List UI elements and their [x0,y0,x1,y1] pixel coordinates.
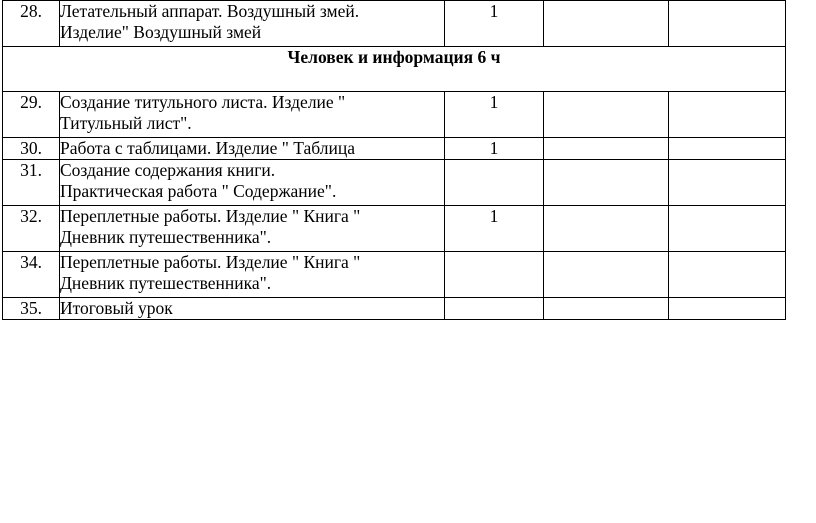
table-row [3,138,786,160]
date-cell [669,92,786,138]
date-cell [544,92,669,138]
date-cell [669,206,786,252]
table-row [3,1,786,47]
lesson-number: 31. [3,160,60,206]
date-cell [544,298,669,320]
lesson-topic: Создание титульного листа. Изделие " Титульный лист". [60,92,445,138]
lesson-number: 29. [3,92,60,138]
lesson-number: 32. [3,206,60,252]
date-cell [544,160,669,206]
lesson-number: 35. [3,298,60,320]
date-cell [544,1,669,47]
lesson-hours: 1 [445,138,544,160]
date-cell [669,138,786,160]
lesson-plan-table [2,0,786,320]
date-cell [544,252,669,298]
lesson-hours [445,160,544,206]
date-cell [544,206,669,252]
lesson-topic: Летательный аппарат. Воздушный змей. Изделие" Воздушный змей [60,1,445,47]
lesson-hours [445,252,544,298]
date-cell [669,160,786,206]
lesson-hours: 1 [445,1,544,47]
lesson-topic: Переплетные работы. Изделие " Книга " Дневник путешественника". [60,252,445,298]
lesson-topic: Итоговый урок [60,298,445,320]
table-row [3,206,786,252]
lesson-hours [445,298,544,320]
lesson-number: 34. [3,252,60,298]
table-row [3,92,786,138]
lesson-number: 30. [3,138,60,160]
lesson-topic: Создание содержания книги. Практическая работа " Содержание". [60,160,445,206]
lesson-hours: 1 [445,206,544,252]
table-row [3,252,786,298]
date-cell [669,298,786,320]
date-cell [669,252,786,298]
section-title: Человек и информация 6 ч [3,47,786,92]
lesson-topic: Работа с таблицами. Изделие " Таблица [60,138,445,160]
lesson-hours: 1 [445,92,544,138]
lesson-number: 28. [3,1,60,47]
lesson-topic: Переплетные работы. Изделие " Книга " Дневник путешественника". [60,206,445,252]
date-cell [544,138,669,160]
table-row [3,160,786,206]
section-row [3,47,786,92]
table-row [3,298,786,320]
date-cell [669,1,786,47]
